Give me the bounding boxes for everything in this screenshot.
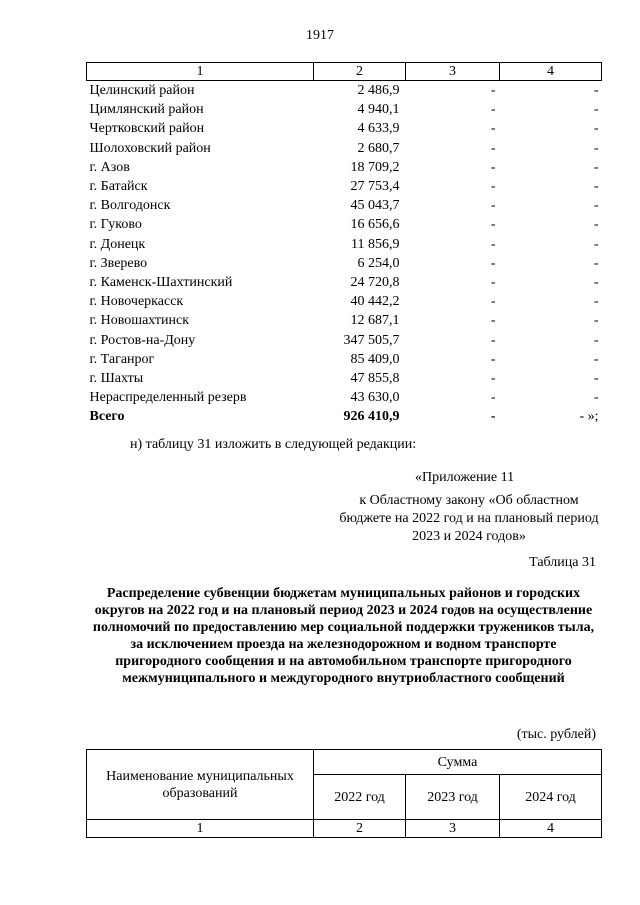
amount-2022: 347 505,7 bbox=[343, 332, 400, 348]
amount-2022: 45 043,7 bbox=[350, 198, 400, 214]
amount-2024: - bbox=[593, 140, 599, 156]
amount-2024: - bbox=[593, 102, 599, 118]
header-row bbox=[87, 750, 602, 775]
amount-2023: - bbox=[490, 140, 496, 156]
amount-2022: 43 630,0 bbox=[350, 390, 400, 406]
table-row bbox=[87, 254, 602, 273]
amount-2023: - bbox=[490, 198, 496, 214]
amount-2022: 4 940,1 bbox=[357, 102, 400, 118]
column-number: 3 bbox=[406, 63, 500, 81]
municipality-name: г. Новочеркасск bbox=[89, 294, 184, 310]
amount-2024: - bbox=[593, 179, 599, 195]
amount-2022: 27 753,4 bbox=[350, 179, 400, 195]
municipality-name: г. Азов bbox=[89, 159, 130, 175]
municipality-name: Чертковский район bbox=[89, 121, 205, 137]
column-number: 1 bbox=[87, 820, 314, 838]
amount-2024: - bbox=[593, 121, 599, 137]
amount-2024: - bbox=[593, 351, 599, 367]
amount-2024: - bbox=[593, 217, 599, 233]
table-row bbox=[87, 119, 602, 138]
amount-2024: - bbox=[593, 236, 599, 252]
amount-2023: - bbox=[490, 255, 496, 271]
total-2024: - »; bbox=[579, 409, 599, 425]
total-2023: - bbox=[490, 409, 496, 425]
amount-2023: - bbox=[490, 83, 496, 99]
year-header: 2024 год bbox=[500, 775, 602, 820]
table-heading: Распределение субвенции бюджетам муниципальных районов и городских округов на 2022 год и на плановый период 2023 и 2024 годов на осуществление полномочий по предоставлению мер социальной поддержки тружеников тыла, за исключением проезда на железнодорожном и водном транспорте пригородного сообщения и на автомобильном транспорте пригородного межмуниципального и междугородного внутриобластного сообщений bbox=[92, 586, 595, 686]
table-row bbox=[87, 311, 602, 330]
table-row bbox=[87, 196, 602, 215]
units-label: (тыс. рублей) bbox=[516, 727, 596, 742]
amount-2022: 11 856,9 bbox=[351, 236, 400, 252]
table-row bbox=[87, 158, 602, 177]
subvention-table-continuation bbox=[86, 62, 602, 426]
table-row bbox=[87, 215, 602, 234]
table-body bbox=[87, 81, 602, 427]
amount-2024: - bbox=[593, 198, 599, 214]
municipality-name: г. Гуково bbox=[89, 217, 142, 233]
column-number: 1 bbox=[87, 63, 314, 81]
amount-2022: 4 633,9 bbox=[357, 121, 400, 137]
municipality-name: г. Донецк bbox=[89, 236, 146, 252]
municipality-name: г. Волгодонск bbox=[89, 198, 171, 214]
amount-2023: - bbox=[490, 179, 496, 195]
amount-2024: - bbox=[593, 313, 599, 329]
amount-2023: - bbox=[490, 313, 496, 329]
subvention-table-header bbox=[86, 749, 602, 838]
table-row bbox=[87, 100, 602, 119]
amount-2023: - bbox=[490, 217, 496, 233]
table-row bbox=[87, 235, 602, 254]
amount-2024: - bbox=[593, 294, 599, 310]
amount-2023: - bbox=[490, 332, 496, 348]
appendix-title: «Приложение 11 bbox=[415, 470, 515, 485]
column-number: 2 bbox=[314, 820, 406, 838]
municipality-name: г. Каменск-Шахтинский bbox=[89, 274, 233, 290]
amount-2023: - bbox=[490, 351, 496, 367]
table-row bbox=[87, 369, 602, 388]
amount-2023: - bbox=[490, 390, 496, 406]
municipality-name-header: Наименование муниципальных образований bbox=[87, 750, 314, 820]
table-row bbox=[87, 292, 602, 311]
amount-2022: 6 254,0 bbox=[357, 255, 400, 271]
amount-2022: 24 720,8 bbox=[350, 274, 400, 290]
year-header: 2022 год bbox=[314, 775, 406, 820]
municipality-name: Целинский район bbox=[89, 83, 195, 99]
table-row bbox=[87, 330, 602, 349]
column-number: 4 bbox=[500, 820, 602, 838]
year-header: 2023 год bbox=[406, 775, 500, 820]
municipality-name: г. Таганрог bbox=[89, 351, 155, 367]
amount-2024: - bbox=[593, 274, 599, 290]
amount-2022: 40 442,2 bbox=[350, 294, 400, 310]
column-number-row bbox=[87, 820, 602, 838]
table-row bbox=[87, 139, 602, 158]
amount-2022: 16 656,6 bbox=[350, 217, 400, 233]
amount-2023: - bbox=[490, 236, 496, 252]
amount-2024: - bbox=[593, 390, 599, 406]
table-row bbox=[87, 388, 602, 407]
amount-2024: - bbox=[593, 370, 599, 386]
table-row bbox=[87, 177, 602, 196]
municipality-name: г. Шахты bbox=[89, 370, 144, 386]
amount-2024: - bbox=[593, 159, 599, 175]
table-row bbox=[87, 273, 602, 292]
amount-2024: - bbox=[593, 83, 599, 99]
amount-2022: 18 709,2 bbox=[350, 159, 400, 175]
municipality-name: г. Батайск bbox=[89, 179, 148, 195]
column-number: 3 bbox=[406, 820, 500, 838]
total-row bbox=[87, 407, 602, 426]
appendix-reference: к Областному закону «Об областном бюджете на 2022 год и на плановый период 2023 и 2024 годов» bbox=[339, 493, 599, 544]
page-number: 1917 bbox=[306, 28, 334, 43]
amount-2022: 47 855,8 bbox=[350, 370, 400, 386]
municipality-name: Нераспределенный резерв bbox=[89, 390, 247, 406]
amount-2024: - bbox=[593, 332, 599, 348]
column-number: 2 bbox=[314, 63, 406, 81]
municipality-name: Цимлянский район bbox=[89, 102, 204, 118]
municipality-name: Шолоховский район bbox=[89, 140, 211, 156]
amount-2023: - bbox=[490, 102, 496, 118]
amount-2023: - bbox=[490, 274, 496, 290]
column-number-row bbox=[87, 63, 602, 81]
total-label: Всего bbox=[89, 409, 125, 425]
total-2022: 926 410,9 bbox=[343, 409, 400, 425]
municipality-name: г. Новошахтинск bbox=[89, 313, 190, 329]
sum-header: Сумма bbox=[314, 750, 602, 775]
amount-2022: 2 680,7 bbox=[357, 140, 400, 156]
table-label: Таблица 31 bbox=[529, 555, 596, 570]
municipality-name: г. Зверево bbox=[89, 255, 148, 271]
amount-2023: - bbox=[490, 294, 496, 310]
amount-2022: 85 409,0 bbox=[350, 351, 400, 367]
table-row bbox=[87, 81, 602, 101]
amount-2023: - bbox=[490, 121, 496, 137]
amount-2022: 2 486,9 bbox=[357, 83, 400, 99]
amount-2023: - bbox=[490, 159, 496, 175]
table-row bbox=[87, 350, 602, 369]
amount-2024: - bbox=[593, 255, 599, 271]
amount-2023: - bbox=[490, 370, 496, 386]
column-number: 4 bbox=[500, 63, 602, 81]
municipality-name: г. Ростов-на-Дону bbox=[89, 332, 196, 348]
instruction-text: н) таблицу 31 изложить в следующей редакции: bbox=[130, 437, 417, 452]
amount-2022: 12 687,1 bbox=[350, 313, 400, 329]
